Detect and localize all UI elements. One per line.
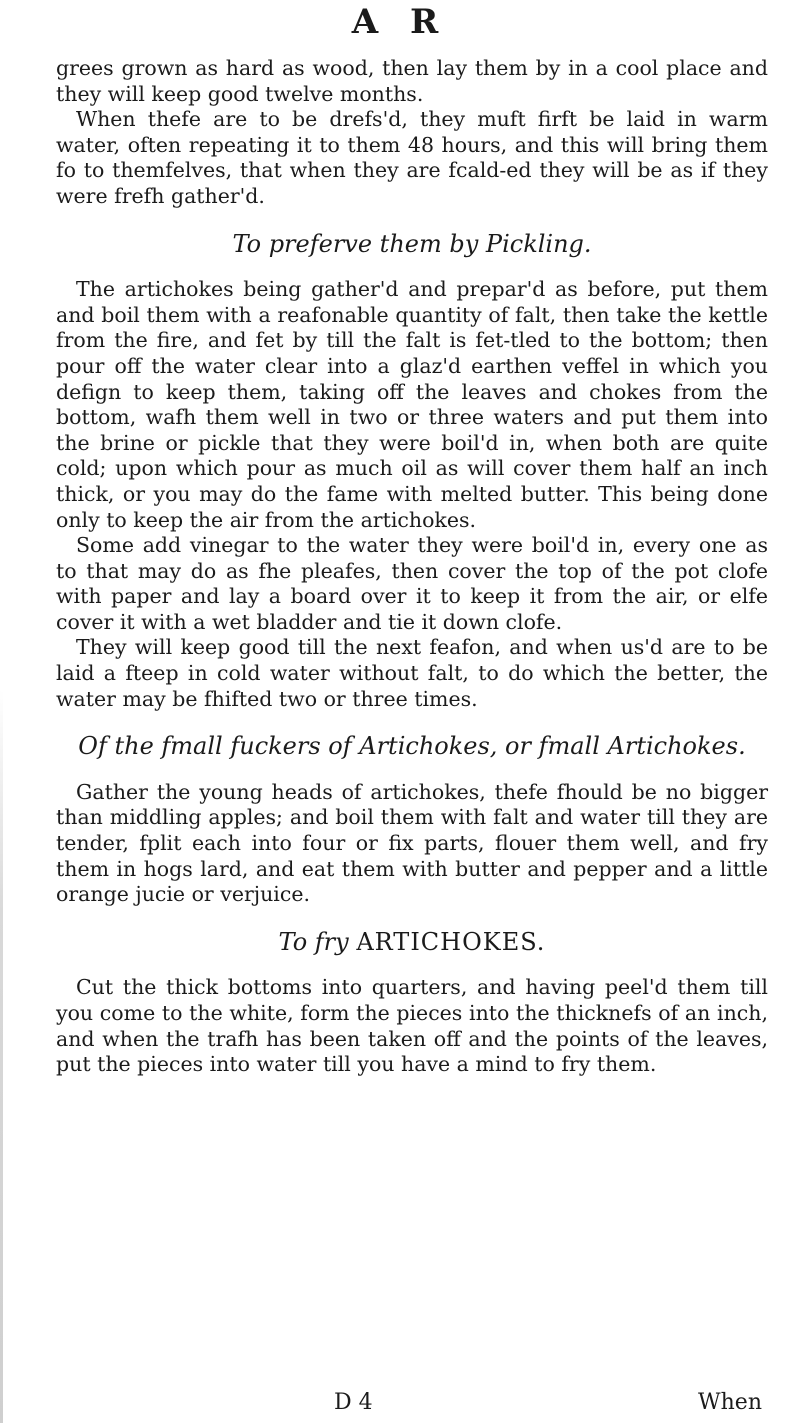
paragraph: Cut the thick bottoms into quarters, and having peel'd them till you come to the white, form the pieces into the thicknefs of an inch, and when the trafh has been taken off and the points of the leaves, put the pieces into water till you have a mind to fry them. xyxy=(56,975,768,1077)
catchword: When xyxy=(698,1390,762,1415)
paragraph: grees grown as hard as wood, then lay them by in a cool place and they will keep good twelve months. xyxy=(56,56,768,106)
page-footer xyxy=(56,1390,768,1420)
heading-prefix: To fry xyxy=(278,927,349,956)
running-head: A R xyxy=(351,2,449,42)
paragraph: When thefe are to be drefs'd, they muft firft be laid in warm water, often repeating it to them 48 hours, and this will bring them fo to themfelves, that when they are fcald-ed they will be as if they were frefh gather'd. xyxy=(56,107,768,208)
paragraph: The artichokes being gather'd and prepar'd as before, put them and boil them with a reafonable quantity of falt, then take the kettle from the fire, and fet by till the falt is fet-tled to the bottom; then pour off the water clear into a glaz'd earthen veffel in which you defign to keep them, taking off the leaves and chokes from the bottom, wafh them well in two or three waters and put them into the brine or pickle that they were boil'd in, when both are quite cold; upon which pour as much oil as will cover them half an inch thick, or you may do the fame with melted butter. This being done only to keep the air from the artichokes. xyxy=(56,277,768,532)
paragraph: They will keep good till the next feafon, and when us'd are to be laid a fteep in cold water without falt, to do which the better, the water may be fhifted two or three times. xyxy=(56,635,768,711)
section-heading: Of the fmall fuckers of Artichokes, or fmall Artichokes. xyxy=(78,732,746,761)
paragraph: Gather the young heads of artichokes, thefe fhould be no bigger than middling apples; and boil them with falt and water till they are tender, fplit each into four or fix parts, flouer them well, and fry them in hogs lard, and eat them with butter and pepper and a little orange jucie or verjuice. xyxy=(56,779,768,907)
paragraph: Some add vinegar to the water they were boil'd in, every one as to that may do as fhe pleafes, then cover the top of the pot clofe with paper and lay a board over it to keep it from the air, or elfe cover it with a wet bladder and tie it down clofe. xyxy=(56,533,768,634)
section-heading: To preferve them by Pickling. xyxy=(232,229,592,258)
page-edge-shadow xyxy=(0,690,3,1423)
signature-mark: D 4 xyxy=(334,1390,373,1415)
page-content xyxy=(56,56,768,1078)
section-heading xyxy=(56,927,768,956)
heading-caps: ARTICHOKES. xyxy=(356,927,546,956)
